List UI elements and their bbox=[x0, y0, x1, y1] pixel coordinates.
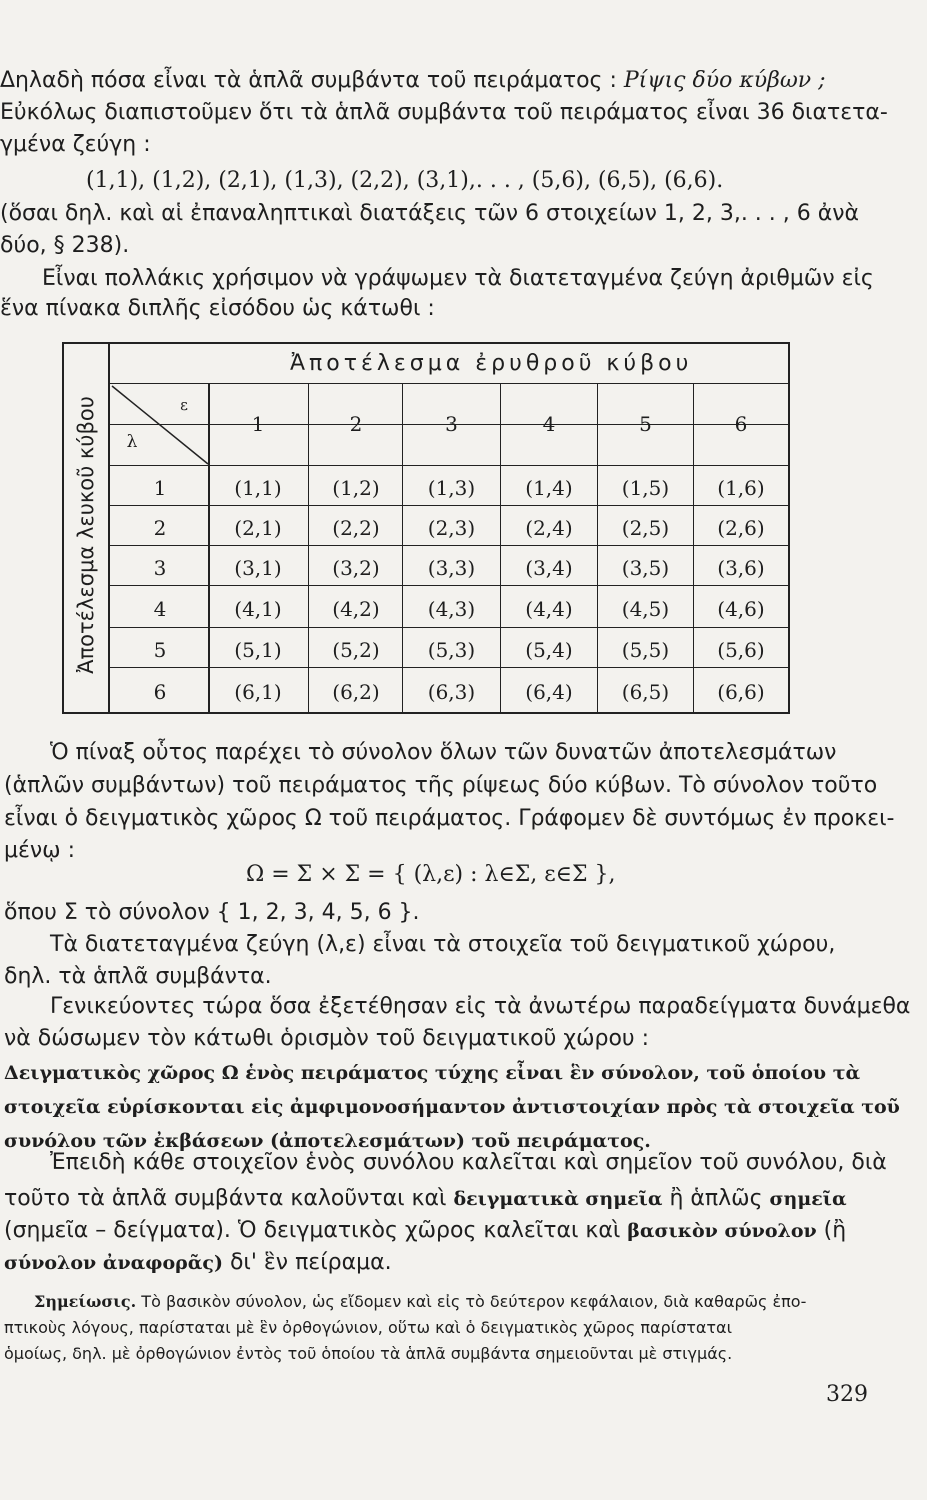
col-header: 2 bbox=[349, 412, 363, 436]
paragraph3-line7: δηλ. τὰ ἁπλᾶ συμβάντα. bbox=[4, 964, 272, 989]
paragraph4-line2: νὰ δώσωμεν τὸν κάτωθι ὁρισμὸν τοῦ δειγματικοῦ χώρου : bbox=[4, 1026, 650, 1051]
page-number: 329 bbox=[826, 1382, 868, 1407]
double-entry-table bbox=[62, 342, 790, 714]
row-header: 4 bbox=[153, 597, 167, 621]
paragraph4-line1: Γενικεύοντες τώρα ὅσα ἐξετέθησαν εἰς τὰ ἀνωτέρω παραδείγματα δυνάμεθα bbox=[50, 994, 911, 1019]
col-header: 5 bbox=[639, 412, 652, 436]
table-cell: (5,1) bbox=[234, 638, 282, 662]
paragraph3-line1: Ὁ πίναξ οὗτος παρέχει τὸ σύνολον ὅλων τῶν δυνατῶν ἀποτελεσμάτων bbox=[50, 740, 837, 765]
table-cell: (1,1) bbox=[234, 476, 282, 500]
bold-term: βασικὸν σύνολον bbox=[627, 1220, 817, 1242]
paragraph5-line3: (σημεῖα – δείγματα). Ὁ δειγματικὸς χῶρος καλεῖται καὶ βασικὸν σύνολον (ἢ bbox=[4, 1218, 847, 1243]
paragraph3-line6: Τὰ διατεταγμένα ζεύγη (λ,ε) εἶναι τὰ στοιχεῖα τοῦ δειγματικοῦ χώρου, bbox=[50, 932, 836, 957]
table-cell: (3,1) bbox=[234, 556, 282, 580]
table-cell: (1,5) bbox=[621, 476, 670, 500]
paragraph5-line4: σύνολον ἀναφορᾶς) δι' ἓν πείραμα. bbox=[4, 1250, 392, 1275]
definition-line2: στοιχεῖα εὑρίσκονται εἰς ἀμφιμονοσήμαντον ἀντιστοιχίαν πρὸς τὰ στοιχεῖα τοῦ bbox=[4, 1096, 900, 1118]
table-cell: (1,6) bbox=[717, 476, 765, 500]
bold-term: σύνολον ἀναφορᾶς) bbox=[4, 1252, 223, 1274]
paragraph2-line1: Εἶναι πολλάκις χρήσιμον νὰ γράψωμεν τὰ διατεταγμένα ζεύγη ἀριθμῶν εἰς bbox=[42, 266, 874, 291]
sample-space-formula: Ω = Σ × Σ = { (λ,ε) : λ∈Σ, ε∈Σ }, bbox=[246, 862, 616, 887]
note-line1: Σημείωσις. Τὸ βασικὸν σύνολον, ὡς εἴδομεν καὶ εἰς τὸ δεύτερον κεφάλαιον, διὰ καθαρῶς ἐπο- bbox=[34, 1292, 807, 1311]
table-cell: (2,5) bbox=[621, 516, 670, 540]
bold-term: δειγματικὰ σημεῖα bbox=[453, 1188, 663, 1210]
row-header: 5 bbox=[153, 638, 167, 662]
table-cell: (5,5) bbox=[621, 638, 670, 662]
paragraph1-line5: (ὅσαι δηλ. καὶ αἱ ἐπαναληπτικαὶ διατάξεις τῶν 6 στοιχείων 1, 2, 3,. . . , 6 ἀνὰ bbox=[0, 201, 860, 226]
paragraph1-line2: Εὐκόλως διαπιστοῦμεν ὅτι τὰ ἁπλᾶ συμβάντα τοῦ πειράματος εἶναι 36 διατετα- bbox=[0, 100, 888, 125]
column-axis-title: Ἀποτέλεσμα ἐρυθροῦ κύβου bbox=[110, 344, 788, 384]
paragraph1-line3: γμένα ζεύγη : bbox=[0, 132, 151, 157]
row-axis-title: Ἀποτέλεσμα λευκοῦ κύβου bbox=[64, 344, 110, 712]
definition-line3: συνόλου τῶν ἐκβάσεων (ἀποτελεσμάτων) τοῦ πειράματος. bbox=[4, 1130, 651, 1152]
table-cell: (2,1) bbox=[234, 516, 282, 540]
table-cell: (5,6) bbox=[717, 638, 765, 662]
table-cell: (4,3) bbox=[427, 597, 476, 621]
paragraph3-line3: εἶναι ὁ δειγματικὸς χῶρος Ω τοῦ πειράματος. Γράφομεν δὲ συντόμως ἐν προκει- bbox=[4, 806, 895, 831]
note-label: Σημείωσις. bbox=[34, 1292, 137, 1311]
corner-diagonal bbox=[110, 384, 210, 466]
col-header: 3 bbox=[445, 412, 458, 436]
note-line3: ὁμοίως, δηλ. μὲ ὀρθογώνιον ἐντὸς τοῦ ὁποίου τὰ ἁπλᾶ συμβάντα σημειοῦνται μὲ στιγμάς. bbox=[4, 1344, 733, 1363]
table-cell: (3,6) bbox=[717, 556, 765, 580]
table-cell: (1,4) bbox=[525, 476, 573, 500]
table-cell: (4,5) bbox=[621, 597, 670, 621]
definition-line1: Δειγματικὸς χῶρος Ω ἑνὸς πειράματος τύχης εἶναι ἓν σύνολον, τοῦ ὁποίου τὰ bbox=[4, 1062, 861, 1084]
table-cell: (3,5) bbox=[621, 556, 670, 580]
paragraph1-pairs-list: (1,1), (1,2), (2,1), (1,3), (2,2), (3,1),. . . , (5,6), (6,5), (6,6). bbox=[86, 168, 724, 193]
paragraph1-line6: δύο, § 238). bbox=[0, 233, 130, 258]
table-cell: (1,2) bbox=[332, 476, 380, 500]
row-header: 2 bbox=[153, 516, 167, 540]
table-cell: (2,2) bbox=[332, 516, 380, 540]
corner-lambda: λ bbox=[126, 432, 138, 452]
paragraph5-line1: Ἐπειδὴ κάθε στοιχεῖον ἑνὸς συνόλου καλεῖται καὶ σημεῖον τοῦ συνόλου, διὰ bbox=[50, 1150, 887, 1175]
table-cell: (2,6) bbox=[717, 516, 765, 540]
table-cell: (5,2) bbox=[332, 638, 380, 662]
table-cell: (6,6) bbox=[717, 680, 765, 704]
text: Δηλαδὴ πόσα εἶναι τὰ ἁπλᾶ συμβάντα τοῦ πειράματος : bbox=[0, 68, 624, 93]
table-cell: (2,3) bbox=[427, 516, 476, 540]
paragraph2-line2: ἕνα πίνακα διπλῆς εἰσόδου ὡς κάτωθι : bbox=[0, 296, 435, 321]
table-cell: (3,3) bbox=[427, 556, 476, 580]
table-cell: (1,3) bbox=[427, 476, 476, 500]
table-cell: (4,6) bbox=[717, 597, 765, 621]
table-cell: (6,3) bbox=[427, 680, 476, 704]
table-cell: (3,4) bbox=[525, 556, 573, 580]
row-header: 1 bbox=[153, 476, 167, 500]
col-header: 1 bbox=[251, 412, 265, 436]
table-cell: (5,4) bbox=[525, 638, 573, 662]
corner-epsilon: ε bbox=[180, 396, 188, 414]
bold-term: σημεῖα bbox=[769, 1188, 847, 1210]
row-header: 6 bbox=[153, 680, 167, 704]
table-cell: (6,1) bbox=[234, 680, 282, 704]
row-header: 3 bbox=[153, 556, 167, 580]
col-header: 4 bbox=[542, 412, 556, 436]
table-cell: (6,4) bbox=[525, 680, 573, 704]
paragraph3-line5: ὅπου Σ τὸ σύνολον { 1, 2, 3, 4, 5, 6 }. bbox=[4, 900, 420, 925]
paragraph1-line1 bbox=[0, 66, 900, 96]
col-header: 6 bbox=[734, 412, 748, 436]
table-cell: (6,5) bbox=[621, 680, 670, 704]
table-cell: (4,2) bbox=[332, 597, 380, 621]
table-cell: (4,4) bbox=[525, 597, 573, 621]
note-line2: πτικοὺς λόγους, παρίσταται μὲ ἓν ὀρθογώνιον, οὕτω καὶ ὁ δειγματικὸς χῶρος παρίσταται bbox=[4, 1318, 732, 1337]
table-cell: (4,1) bbox=[234, 597, 282, 621]
paragraph3-line4: μένῳ : bbox=[4, 838, 76, 863]
paragraph5-line2: τοῦτο τὰ ἁπλᾶ συμβάντα καλοῦνται καὶ δειγματικὰ σημεῖα ἢ ἁπλῶς σημεῖα bbox=[4, 1186, 847, 1211]
table-cell: (2,4) bbox=[525, 516, 573, 540]
italic-experiment-name: Ρίψις δύο κύβων ; bbox=[623, 68, 826, 93]
table-cell: (3,2) bbox=[332, 556, 380, 580]
paragraph3-line2: (ἁπλῶν συμβάντων) τοῦ πειράματος τῆς ρίψεως δύο κύβων. Τὸ σύνολον τοῦτο bbox=[4, 773, 878, 798]
table-cell: (6,2) bbox=[332, 680, 380, 704]
table-cell: (5,3) bbox=[427, 638, 476, 662]
